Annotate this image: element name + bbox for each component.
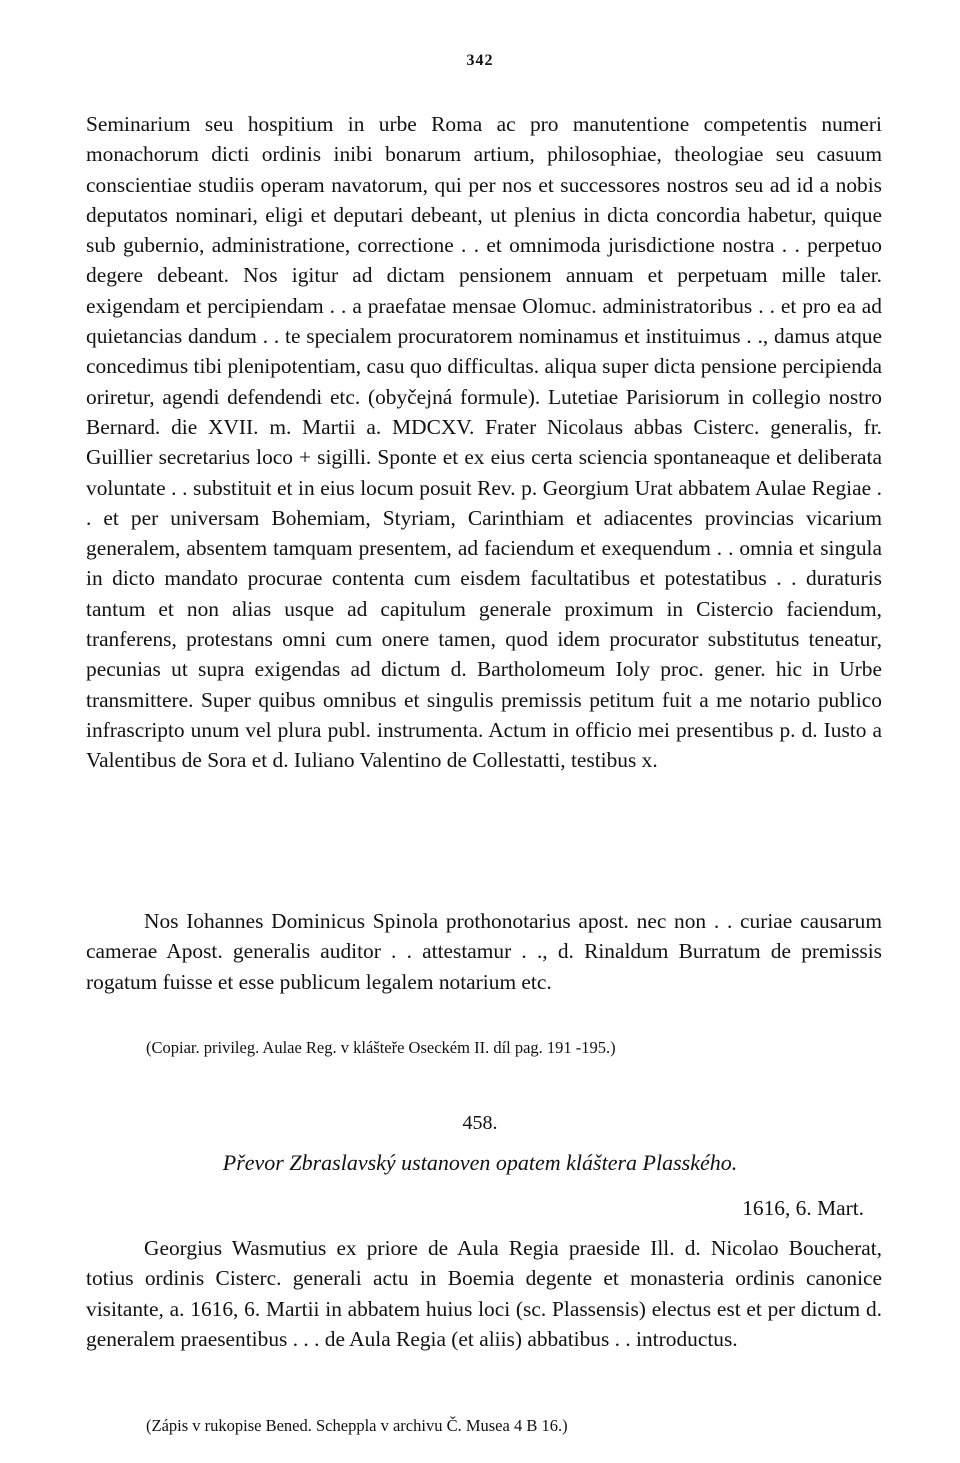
document-number: 458.: [462, 1112, 498, 1134]
source-citation-copiar: (Copiar. privileg. Aulae Reg. v klášteře Oseckém II. díl pag. 191 -195.): [146, 1038, 616, 1057]
paragraph-attestation: Nos Iohannes Dominicus Spinola prothonotarius apost. nec non . . curiae causarum camerae Apost. generalis auditor . . attestamur . ., d. Rinaldum Burratum de premissis rogatum fuisse et esse publicum legalem notarium etc.: [86, 909, 882, 994]
document-date: 1616, 6. Mart.: [742, 1196, 864, 1220]
document-title: Převor Zbraslavský ustanoven opatem kláštera Plasského.: [222, 1150, 738, 1175]
source-citation-zapis: (Zápis v rukopise Bened. Scheppla v archivu Č. Musea 4 B 16.): [146, 1416, 568, 1435]
paragraph-wasmutius: Georgius Wasmutius ex priore de Aula Regia praeside Ill. d. Nicolao Boucherat, totius ordinis Cisterc. generali actu in Boemia degente et monasteria ordinis canonice visitante, a. 1616, 6. Martii in abbatem huius loci (sc. Plassensis) electus est et per dictum d. generalem praesentibus . . . de Aula Regia (et aliis) abbatibus . . introductus.: [86, 1236, 882, 1351]
paragraph-seminarium: Seminarium seu hospitium in urbe Roma ac pro manutentione competentis numeri monachorum dicti ordinis inibi bonarum artium, philosophiae, theologiae seu casuum conscientiae studiis operam navatorum, qui per nos et successores nostros seu ad id a nobis deputatos nominari, eligi et deputari debeant, ut plenius in dicta concordia habetur, quique sub gubernio, administratione, correctione . . et omnimoda jurisdictione nostra . . perpetuo degere debeant. Nos igitur ad dictam pensionem annuam et perpetuam mille taler. exigendam et percipiendam . . a praefatae mensae Olomuc. administratoribus . . et pro ea ad quietancias dandum . . te specialem procuratorem nominamus et instituimus . ., damus atque concedimus tibi plenipotentiam, casu quo difficultas. aliqua super dicta pensione percipienda oriretur, agendi defendendi etc. (obyčejná formule). Lutetiae Parisiorum in collegio nostro Bernard. die XVII. m. Martii a. MDCXV. Frater Nicolaus abbas Cisterc. generalis, fr. Guillier secretarius loco + sigilli. Sponte et ex eius certa sciencia spontaneaque et deliberata voluntate . . substituit et in eius locum posuit Rev. p. Georgium Urat abbatem Aulae Regiae . . et per universam Bohemiam, Styriam, Carinthiam et adiacentes provincias vicarium generalem, absentem tamquam presentem, ad faciendum et exequendum . . omnia et singula in dicto mandato procurae contenta cum eisdem facultatibus et potestatibus . . duraturis tantum et non alias usque ad capitulum generale proximum in Cistercio faciendum, tranferens, protestans omni cum onere tamen, quod idem procurator substitutus teneatur, pecunias ut supra exigendas ad dictum d. Bartholomeum Ioly proc. gener. hic in Urbe transmittere. Super quibus omnibus et singulis premissis petitum fuit a me notario publico infrascripto unum vel plura publ. instrumenta. Actum in officio mei presentibus p. d. Iusto a Valentibus de Sora et d. Iuliano Valentino de Collestatti, testibus x.: [86, 112, 882, 773]
page-number: 342: [466, 52, 494, 69]
